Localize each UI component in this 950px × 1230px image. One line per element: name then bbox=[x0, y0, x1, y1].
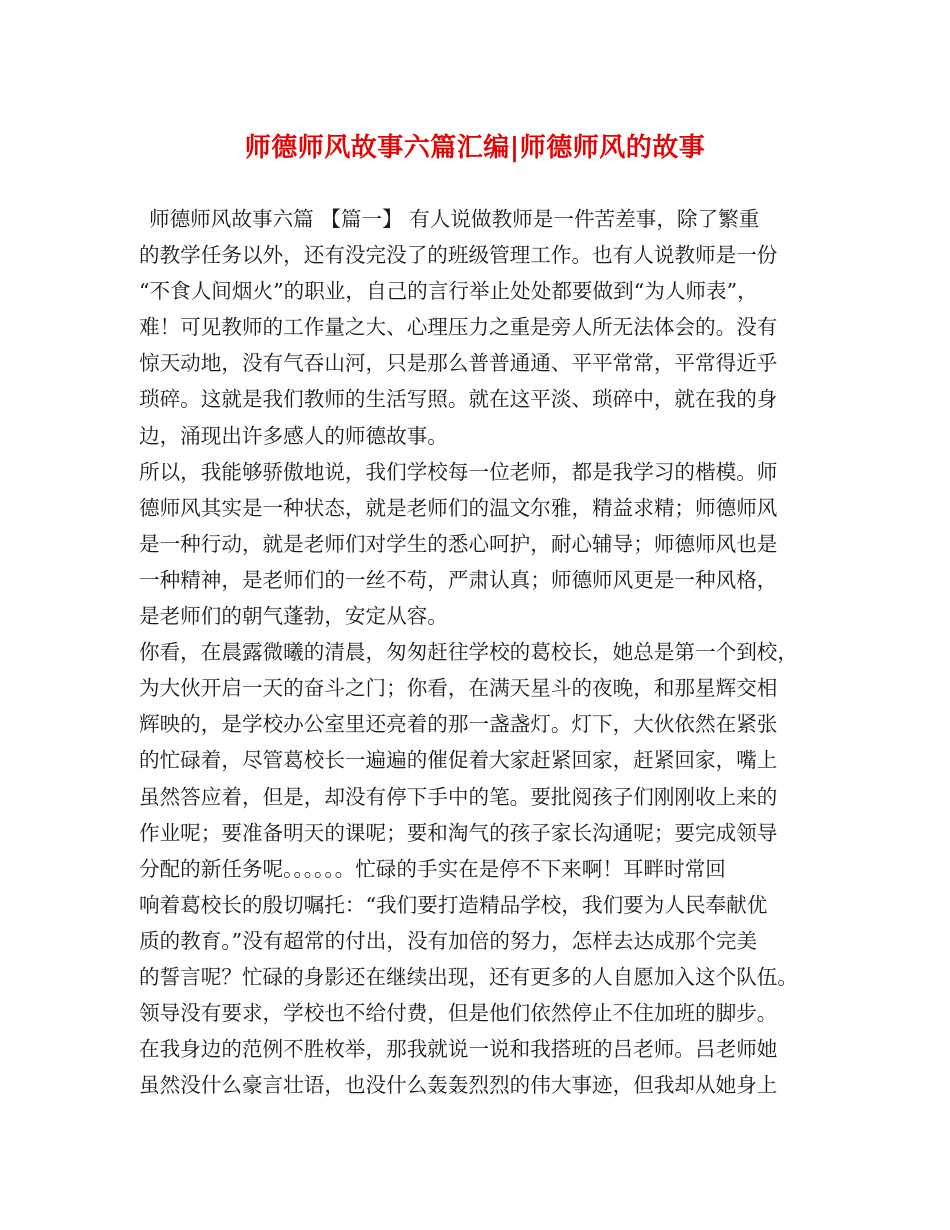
document-body bbox=[139, 201, 829, 1103]
paragraph-line: 所以，我能够骄傲地说，我们学校每一位老师，都是我学习的楷模。师 bbox=[139, 459, 778, 484]
paragraph-line: 辉映的，是学校办公室里还亮着的那一盏盏灯。灯下，大伙依然在紧张 bbox=[139, 712, 778, 737]
paragraph-line: 的教学任务以外，还有没完没了的班级管理工作。也有人说教师是一份 bbox=[139, 243, 778, 268]
paragraph-line: 虽然没什么豪言壮语，也没什么轰轰烈烈的伟大事迹，但我却从她身上 bbox=[139, 1073, 778, 1098]
paragraph-line: 响着葛校长的殷切嘱托：“我们要打造精品学校，我们要为人民奉献优 bbox=[139, 892, 768, 917]
paragraph-line: 你看，在晨露微曦的清晨，匆匆赶往学校的葛校长，她总是第一个到校， bbox=[139, 640, 798, 665]
paragraph-line: 是老师们的朝气蓬勃，安定从容。 bbox=[139, 604, 448, 629]
paragraph-line: “不食人间烟火”的职业，自己的言行举止处处都要做到“为人师表”， bbox=[139, 279, 758, 304]
paragraph-line: 虽然答应着，但是，却没有停下手中的笔。要批阅孩子们刚刚收上来的 bbox=[139, 784, 778, 809]
paragraph-line: 惊天动地，没有气吞山河，只是那么普普通通、平平常常，平常得近乎 bbox=[139, 351, 778, 376]
paragraph-line: 一种精神，是老师们的一丝不苟，严肃认真；师德师风更是一种风格， bbox=[139, 567, 778, 592]
paragraph-line: 德师风其实是一种状态，就是老师们的温文尔雅，精益求精；师德师风 bbox=[139, 495, 778, 520]
paragraph-line: 难！可见教师的工作量之大、心理压力之重是旁人所无法体会的。没有 bbox=[139, 315, 778, 340]
paragraph-line: 的誓言呢？忙碌的身影还在继续出现，还有更多的人自愿加入这个队伍。 bbox=[139, 964, 798, 989]
paragraph-line: 的忙碌着，尽管葛校长一遍遍的催促着大家赶紧回家，赶紧回家，嘴上 bbox=[139, 748, 778, 773]
paragraph-line: 师德师风故事六篇 【篇一】 有人说做教师是一件苦差事，除了繁重 bbox=[149, 207, 760, 231]
paragraph-line: 为大伙开启一天的奋斗之门；你看，在满天星斗的夜晚，和那星辉交相 bbox=[139, 676, 778, 701]
paragraph-line: 是一种行动，就是老师们对学生的悉心呵护，耐心辅导；师德师风也是 bbox=[139, 531, 778, 556]
paragraph-line: 作业呢；要准备明天的课呢；要和淘气的孩子家长沟通呢；要完成领导 bbox=[139, 820, 778, 845]
paragraph-line: 质的教育。”没有超常的付出，没有加倍的努力，怎样去达成那个完美 bbox=[139, 928, 758, 953]
paragraph-line: 分配的新任务呢。。。。。。忙碌的手实在是停不下来啊！耳畔时常回 bbox=[139, 856, 726, 881]
paragraph-line: 在我身边的范例不胜枚举，那我就说一说和我搭班的吕老师。吕老师她 bbox=[139, 1037, 778, 1062]
paragraph-line: 领导没有要求，学校也不给付费，但是他们依然停止不住加班的脚步。 bbox=[139, 1001, 778, 1026]
paragraph-line: 琐碎。这就是我们教师的生活写照。就在这平淡、琐碎中，就在我的身 bbox=[139, 387, 778, 412]
document-title: 师德师风故事六篇汇编|师德师风的故事 bbox=[244, 133, 706, 163]
paragraph-line: 边，涌现出许多感人的师德故事。 bbox=[139, 423, 448, 448]
